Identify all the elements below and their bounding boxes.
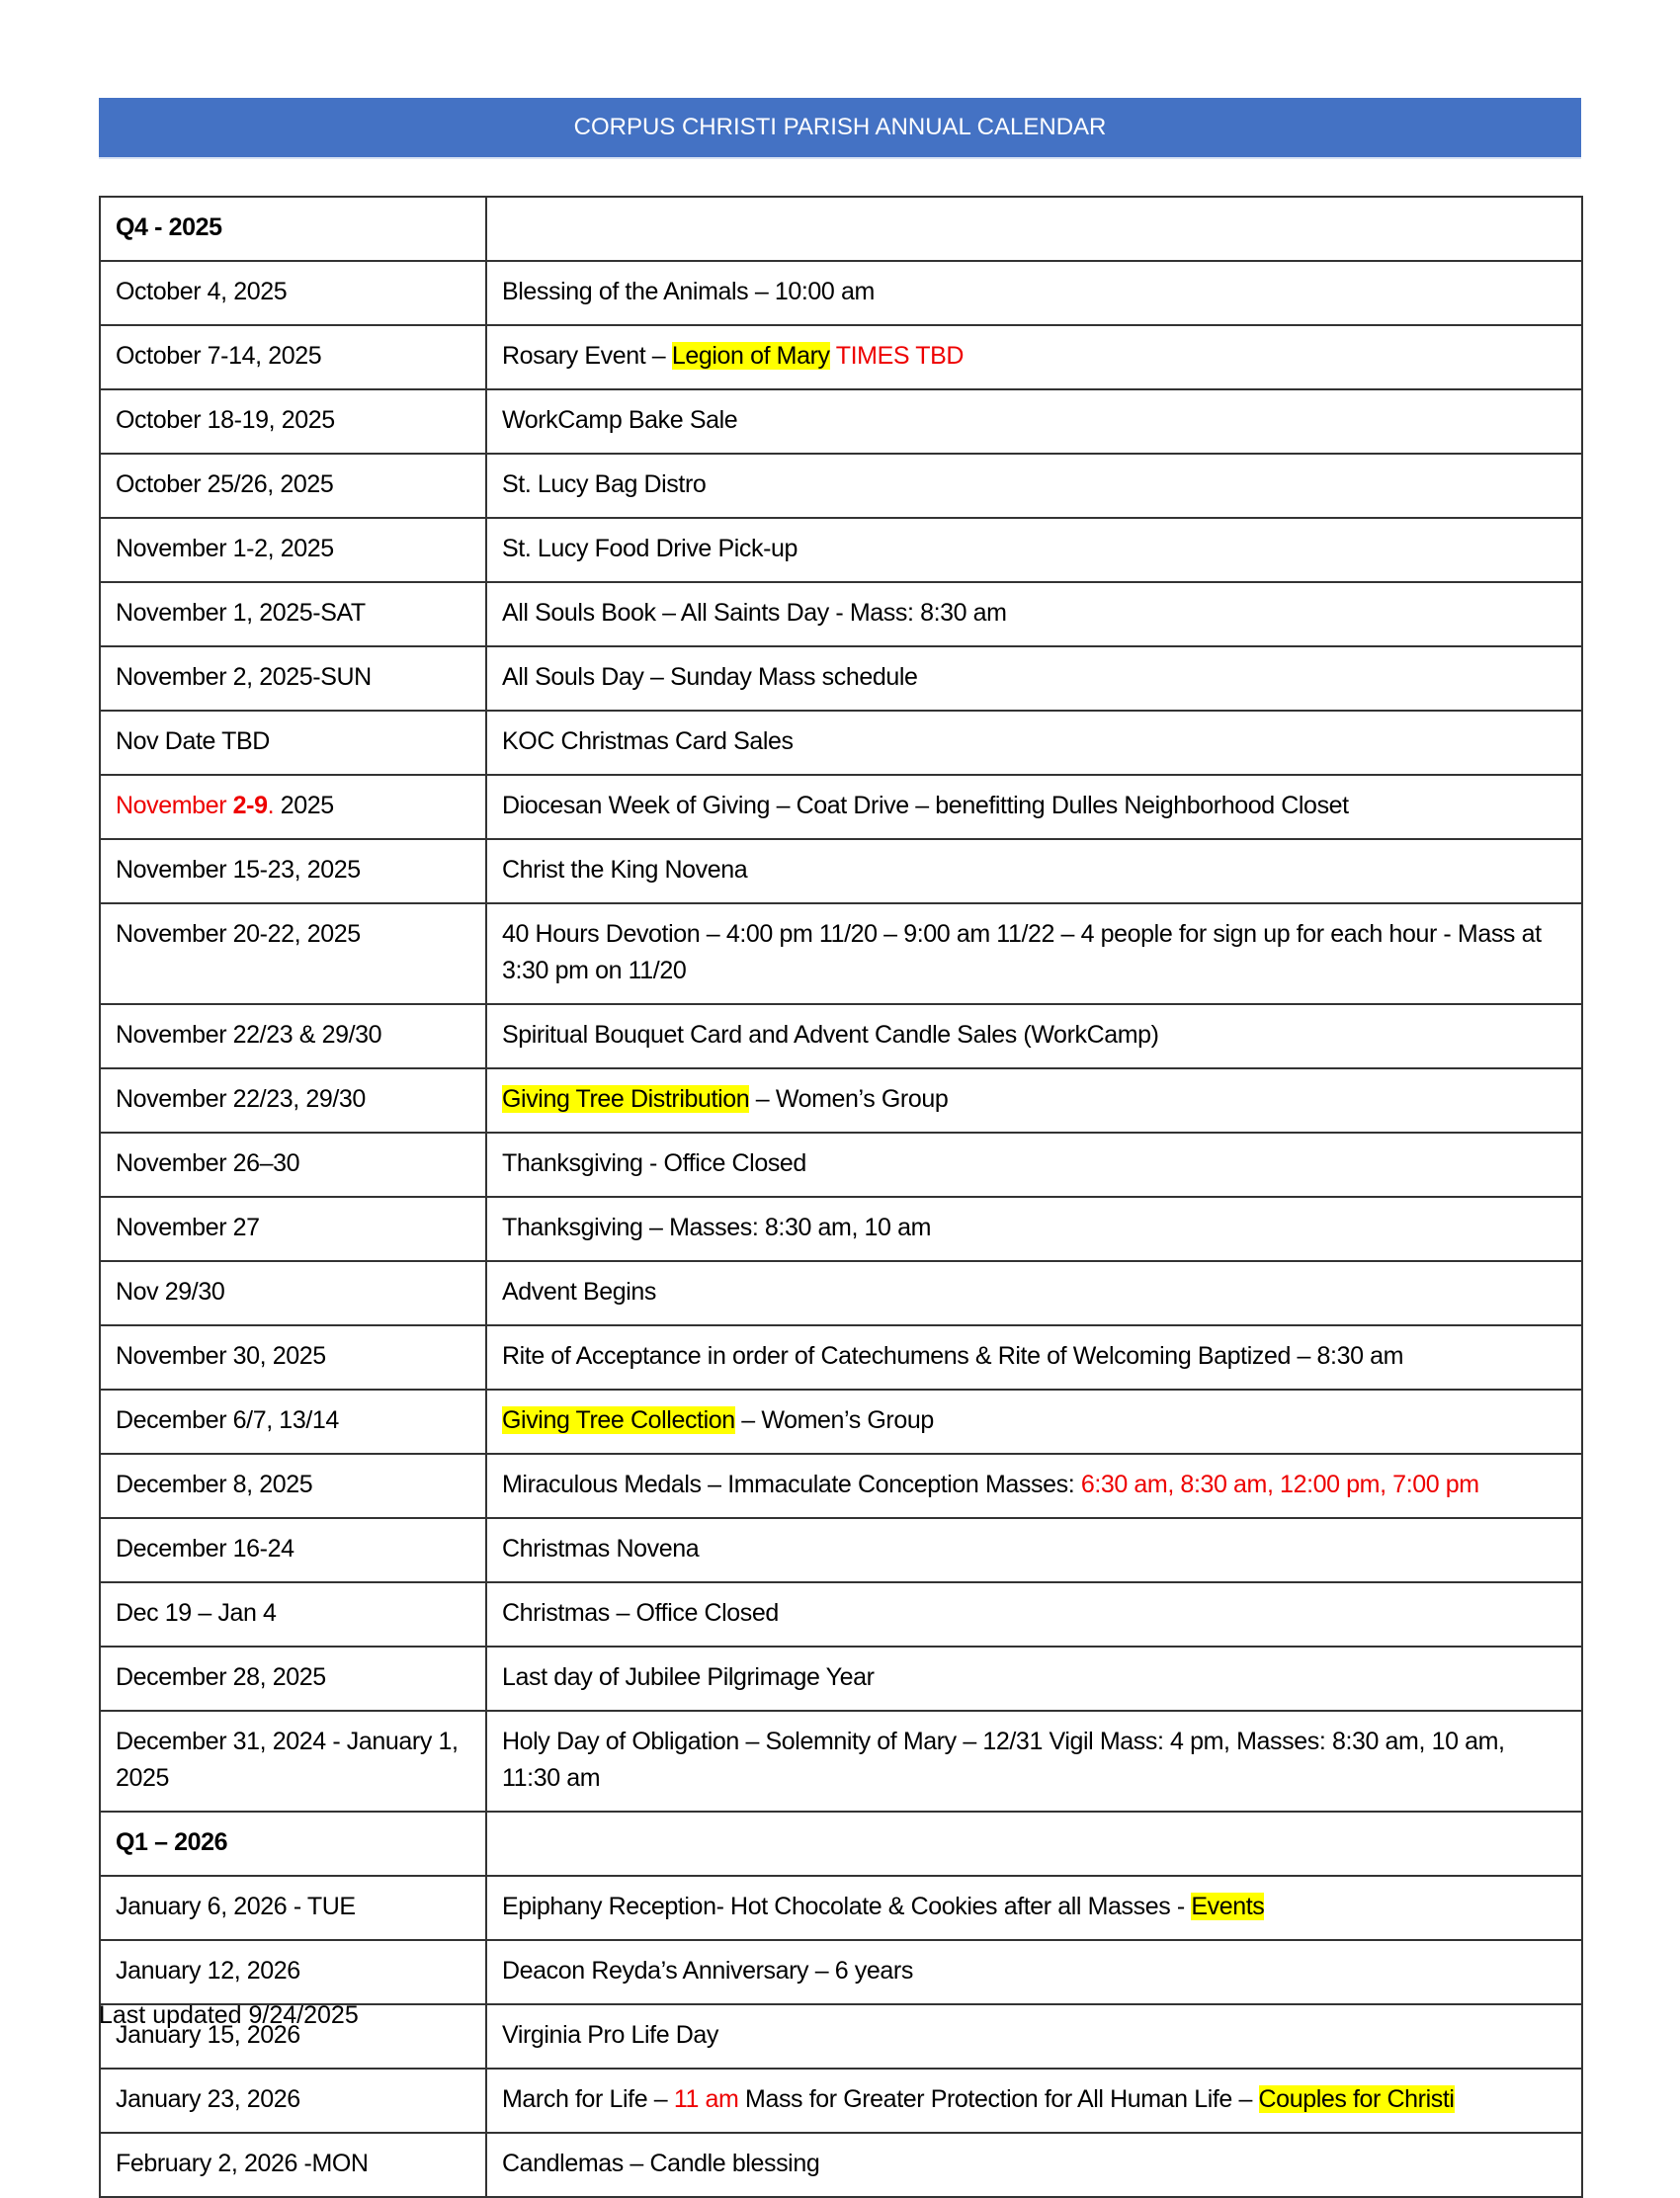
text-span: Epiphany Reception- Hot Chocolate & Cookies after all Masses - [502, 1893, 1192, 1920]
quarter-header-row [100, 1812, 1582, 1876]
red-text: . [267, 792, 275, 819]
calendar-row [100, 1582, 1582, 1647]
event-description: Last day of Jubilee Pilgrimage Year [486, 1647, 1582, 1711]
calendar-row [100, 2069, 1582, 2133]
event-date: February 2, 2026 -MON [100, 2133, 486, 2197]
calendar-row [100, 1068, 1582, 1133]
event-date: December 28, 2025 [100, 1647, 486, 1711]
event-date [100, 775, 486, 839]
calendar-row [100, 1647, 1582, 1711]
event-description: Advent Begins [486, 1261, 1582, 1325]
text-span: Miraculous Medals – Immaculate Conception Masses: [502, 1471, 1081, 1498]
event-description: WorkCamp Bake Sale [486, 389, 1582, 454]
event-date: October 25/26, 2025 [100, 454, 486, 518]
event-description [486, 197, 1582, 261]
calendar-row [100, 1711, 1582, 1812]
calendar-row [100, 775, 1582, 839]
event-date: December 6/7, 13/14 [100, 1390, 486, 1454]
event-date: November 1, 2025-SAT [100, 582, 486, 646]
event-date: January 23, 2026 [100, 2069, 486, 2133]
event-date: November 1-2, 2025 [100, 518, 486, 582]
calendar-row [100, 1390, 1582, 1454]
event-description: 40 Hours Devotion – 4:00 pm 11/20 – 9:00 am 11/22 – 4 people for sign up for each hour - Mass at 3:30 pm on 11/20 [486, 903, 1582, 1004]
event-description [486, 1390, 1582, 1454]
calendar-row [100, 1876, 1582, 1940]
quarter-label: Q4 - 2025 [100, 197, 486, 261]
event-description: Thanksgiving - Office Closed [486, 1133, 1582, 1197]
event-date: Nov Date TBD [100, 711, 486, 775]
event-description: All Souls Book – All Saints Day - Mass: 8:30 am [486, 582, 1582, 646]
calendar-table-body [100, 197, 1582, 2197]
calendar-row [100, 389, 1582, 454]
calendar-title: CORPUS CHRISTI PARISH ANNUAL CALENDAR [573, 114, 1107, 140]
event-description: Candlemas – Candle blessing [486, 2133, 1582, 2197]
text-span: – Women’s Group [734, 1406, 934, 1434]
calendar-row [100, 1133, 1582, 1197]
text-span: March for Life – [502, 2085, 674, 2113]
text-span: 2025 [274, 792, 334, 819]
calendar-row [100, 325, 1582, 389]
calendar-row [100, 1197, 1582, 1261]
event-description: Spiritual Bouquet Card and Advent Candle Sales (WorkCamp) [486, 1004, 1582, 1068]
event-description: St. Lucy Food Drive Pick-up [486, 518, 1582, 582]
calendar-row [100, 1518, 1582, 1582]
event-date: October 18-19, 2025 [100, 389, 486, 454]
event-description [486, 1812, 1582, 1876]
event-description: Diocesan Week of Giving – Coat Drive – benefitting Dulles Neighborhood Closet [486, 775, 1582, 839]
event-description: Christ the King Novena [486, 839, 1582, 903]
event-date: November 22/23, 29/30 [100, 1068, 486, 1133]
event-date: November 2, 2025-SUN [100, 646, 486, 711]
calendar-row [100, 1261, 1582, 1325]
calendar-row [100, 839, 1582, 903]
calendar-table [99, 196, 1583, 2198]
event-description: Christmas – Office Closed [486, 1582, 1582, 1647]
calendar-row [100, 903, 1582, 1004]
event-description: All Souls Day – Sunday Mass schedule [486, 646, 1582, 711]
highlighted-text: Events [1191, 1893, 1265, 1920]
event-description [486, 1876, 1582, 1940]
event-description [486, 1068, 1582, 1133]
event-date: October 7-14, 2025 [100, 325, 486, 389]
event-description: Holy Day of Obligation – Solemnity of Mary – 12/31 Vigil Mass: 4 pm, Masses: 8:30 am, 10 am, 11:30 am [486, 1711, 1582, 1812]
calendar-row [100, 1004, 1582, 1068]
event-description: KOC Christmas Card Sales [486, 711, 1582, 775]
event-date: November 30, 2025 [100, 1325, 486, 1390]
highlighted-text: Couples for Christi [1258, 2085, 1455, 2113]
highlighted-text: Giving Tree Distribution [502, 1085, 750, 1113]
event-date: December 8, 2025 [100, 1454, 486, 1518]
event-date: November 20-22, 2025 [100, 903, 486, 1004]
text-span: Rosary Event – [502, 342, 672, 370]
red-text: 2-9 [232, 792, 268, 819]
calendar-row [100, 711, 1582, 775]
event-description [486, 2069, 1582, 2133]
calendar-row [100, 518, 1582, 582]
calendar-title-banner [99, 98, 1581, 159]
event-description [486, 325, 1582, 389]
last-updated-note: Last updated 9/24/2025 [99, 2001, 359, 2029]
highlighted-text: Legion of Mary [671, 342, 830, 370]
event-description: Rite of Acceptance in order of Catechumens & Rite of Welcoming Baptized – 8:30 am [486, 1325, 1582, 1390]
calendar-row [100, 261, 1582, 325]
red-text: 11 am [673, 2085, 739, 2113]
event-description: Christmas Novena [486, 1518, 1582, 1582]
event-date: November 26–30 [100, 1133, 486, 1197]
text-span: Mass for Greater Protection for All Human Life – [738, 2085, 1259, 2113]
event-date: Dec 19 – Jan 4 [100, 1582, 486, 1647]
event-description: Blessing of the Animals – 10:00 am [486, 261, 1582, 325]
event-date: November 27 [100, 1197, 486, 1261]
event-date: January 12, 2026 [100, 1940, 486, 2004]
event-date: October 4, 2025 [100, 261, 486, 325]
event-description: St. Lucy Bag Distro [486, 454, 1582, 518]
event-date: January 6, 2026 - TUE [100, 1876, 486, 1940]
event-description: Thanksgiving – Masses: 8:30 am, 10 am [486, 1197, 1582, 1261]
red-text: November [116, 792, 233, 819]
calendar-row [100, 1454, 1582, 1518]
event-description: Deacon Reyda’s Anniversary – 6 years [486, 1940, 1582, 2004]
red-text: TIMES TBD [835, 342, 965, 370]
text-span: – Women’s Group [749, 1085, 949, 1113]
quarter-label: Q1 – 2026 [100, 1812, 486, 1876]
calendar-row [100, 2133, 1582, 2197]
event-date: November 22/23 & 29/30 [100, 1004, 486, 1068]
highlighted-text: Giving Tree Collection [502, 1406, 735, 1434]
calendar-row [100, 582, 1582, 646]
calendar-row [100, 454, 1582, 518]
event-date: Nov 29/30 [100, 1261, 486, 1325]
event-date: November 15-23, 2025 [100, 839, 486, 903]
calendar-row [100, 1940, 1582, 2004]
event-date: December 31, 2024 - January 1, 2025 [100, 1711, 486, 1812]
calendar-row [100, 1325, 1582, 1390]
quarter-header-row [100, 197, 1582, 261]
event-date: January 15, 2026 [100, 2004, 486, 2069]
event-description: Virginia Pro Life Day [486, 2004, 1582, 2069]
event-date: December 16-24 [100, 1518, 486, 1582]
red-text: 6:30 am, 8:30 am, 12:00 pm, 7:00 pm [1080, 1471, 1479, 1498]
calendar-row [100, 646, 1582, 711]
event-description [486, 1454, 1582, 1518]
